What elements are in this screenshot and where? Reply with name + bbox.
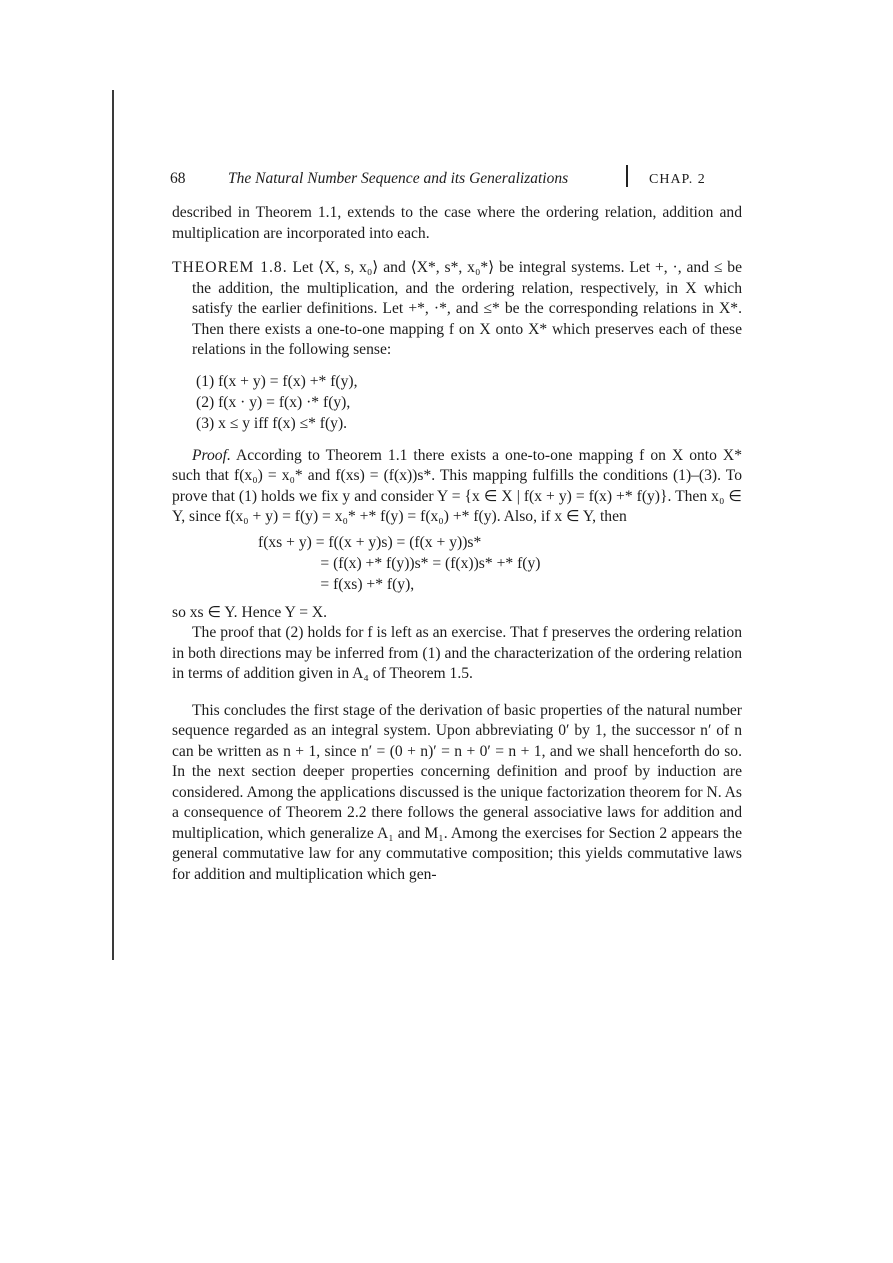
chapter-label: CHAP. 2 <box>649 172 706 187</box>
closing-paragraph: This concludes the first stage of the derivation of basic properties of the natural number sequence regarded as an integral system. Upon abbreviating 0′ by 1, the successor n′ of n can be written as n + 1, since n′ = (0 + n)′ = n + 0′ = n + 1, and we shall henceforth do so. In the next section deeper properties concerning definition and proof by induction are considered. Among the applications discussed is the unique factorization theorem for N. As a consequence of Theorem 2.2 there follows the general associative laws for addition and multiplication, which generalize A₁ and M₁. Among the exercises for Section 2 appears the general commutative law for any commutative composition; this yields commutative laws for addition and multiplication which gen- <box>172 701 742 883</box>
equation-line: = (f(x) +* f(y))s* = (f(x))s* +* f(y) <box>258 554 541 572</box>
running-header <box>172 165 742 189</box>
condition-item: (3) x ≤ y iff f(x) ≤* f(y). <box>196 414 348 432</box>
proof-label: Proof. <box>192 446 231 464</box>
condition-list <box>196 371 742 434</box>
theorem-statement: Let ⟨X, s, x₀⟩ and ⟨X*, s*, x₀*⟩ be integral systems. Let +, ·, and ≤ be the addition, the multiplication, and the ordering relation, respectively, in X which satisfy the earlier definitions. Let +*, ·*, and ≤* be the corresponding relations in X*. Then there exists a one-to-one mapping f on X onto X* which preserves each of these relations in the following sense: <box>192 259 742 358</box>
proof-conclusion: so xs ∈ Y. Hence Y = X. <box>172 603 328 621</box>
running-title: The Natural Number Sequence and its Generalizations <box>228 170 569 187</box>
proof-text: According to Theorem 1.1 there exists a one-to-one mapping f on X onto X* such that f(x₀) = x₀* and f(xs) = (f(x))s*. This mapping fulfills the conditions (1)–(3). To prove that (1) holds we fix y and consider Y = {x ∈ X | f(x + y) = f(x) +* f(y)}. Then x₀ ∈ Y, since f(x₀ + y) = f(y) = x₀* +* f(y) = f(x₀) +* f(y). Also, if x ∈ Y, then <box>172 446 742 525</box>
condition-item: (1) f(x + y) = f(x) +* f(y), <box>196 372 358 390</box>
condition-item: (2) f(x · y) = f(x) ·* f(y), <box>196 393 351 411</box>
book-page <box>172 165 742 885</box>
page-number: 68 <box>170 170 186 187</box>
theorem-heading: THEOREM 1.8. <box>172 259 288 276</box>
scan-binding-edge <box>112 90 114 960</box>
header-divider <box>626 165 628 187</box>
equation-line: f(xs + y) = f((x + y)s) = (f(x + y))s* <box>258 533 482 551</box>
equation-line: = f(xs) +* f(y), <box>258 575 415 593</box>
theorem-block <box>172 258 742 434</box>
proof-block <box>172 446 742 685</box>
display-equation <box>258 532 742 595</box>
intro-paragraph: described in Theorem 1.1, extends to the case where the ordering relation, addition and multiplication are incorporated into each. <box>172 204 742 242</box>
proof-remark: The proof that (2) holds for f is left as an exercise. That f preserves the ordering relation in both directions may be inferred from (1) and the characterization of the ordering relation in terms of addition given in A₄ of Theorem 1.5. <box>172 624 742 682</box>
